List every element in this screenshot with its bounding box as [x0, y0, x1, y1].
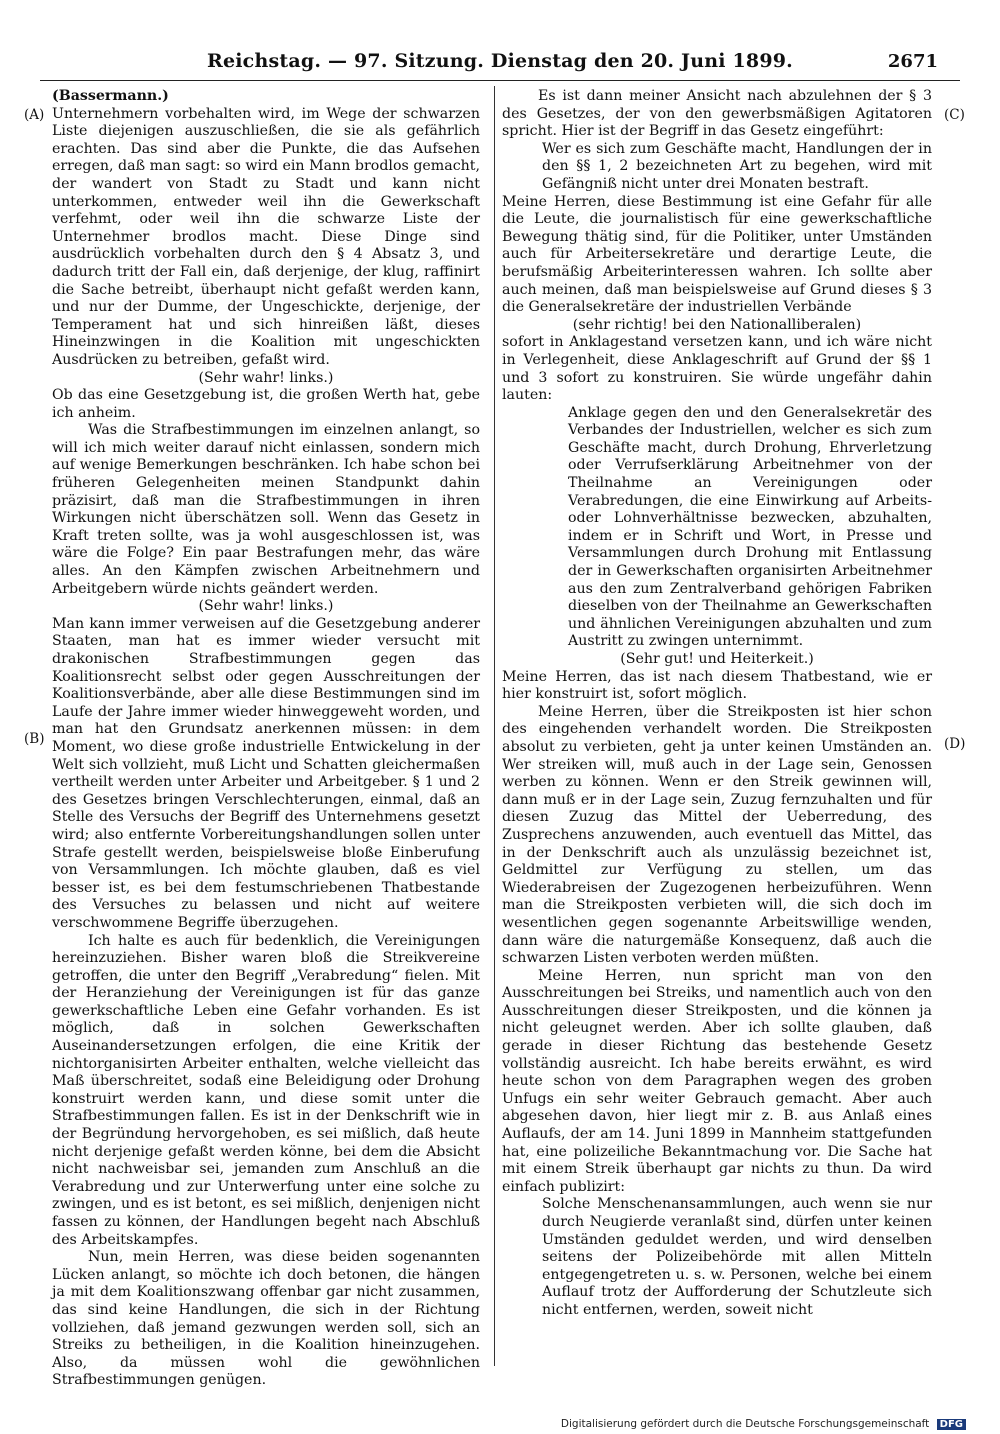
dfg-logo: DFG — [937, 1419, 966, 1430]
margin-marker-b: (B) — [24, 731, 45, 747]
credit-text: Digitalisierung gefördert durch die Deutsche Forschungsgemeinschaft — [560, 1418, 930, 1430]
paragraph: Ob das eine Gesetzgebung ist, die großen Werth hat, gebe ich anheim. — [52, 387, 480, 421]
paragraph: Man kann immer verweisen auf die Gesetzgebung anderer Staaten, man hat es immer wieder versucht mit drakonischen Strafbestimmungen gegen das Koalitionsrecht selbst oder gegen Ausschreitungen der Koalitionsverbände, aber alle diese Bestimmungen sind im Laufe der Jahre immer wieder hinweggeweht worden, und man hat den Grundsatz anerkennen müssen: in dem Moment, wo diese große industrielle Entwickelung in der Welt sich vollzieht, muß Licht und Schatten gleichermaßen vertheilt werden unter Arbeiter und Arbeitgeber. § 1 und 2 des Gesetzes bringen Verschlechterungen, einmal, daß an Stelle des Versuchs der Begriff des Unternehmens gesetzt wird; also entfernte Vorbereitungshandlungen sollen unter Strafe gestellt werden, beispielsweise bloße Einberufung von Versammlungen. Ich möchte glauben, daß es viel besser ist, es bei dem festumschriebenen Thatbestande des Versuches zu belassen und nicht auf weitere verschwommene Begriffe überzugehen. — [52, 615, 480, 931]
right-column — [502, 88, 932, 1320]
paragraph: Meine Herren, diese Bestimmung ist eine Gefahr für alle die Leute, die journalistisch für eine gewerkschaftliche Bewegung thätig sind, für die Politiker, unter Umständen auch für Arbeitersekretäre und derartige Leute, die berufsmäßig Arbeiterinteressen wahren. Ich sollte aber auch meinen, daß man beispielsweise auf Grund dieses § 3 die Generalsekretäre der industriellen Verbände — [502, 193, 932, 316]
quoted-police-notice: Solche Menschenansammlungen, auch wenn sie nur durch Neugierde veranlaßt sind, dürfen unter keinen Umständen geduldet werden, und wird denselben seitens der Polizeibehörde mit allen Mitteln entgegengetreten u. s. w. Personen, welche bei einem Auflauf trotz der Aufforderung der Schutzleute sich nicht entfernen, werden, soweit nicht — [542, 1196, 932, 1318]
paragraph: Es ist dann meiner Ansicht nach abzulehnen der § 3 des Gesetzes, der von den gewerbsmäßigen Agitatoren spricht. Hier ist der Begriff in das Gesetz eingeführt: — [502, 88, 932, 140]
left-column — [52, 88, 480, 1390]
quoted-law-text: Wer es sich zum Geschäfte macht, Handlungen der in den §§ 1, 2 bezeichneten Art zu begehen, wird mit Gefängniß nicht unter drei Monaten bestraft. — [542, 140, 932, 192]
reaction: (sehr richtig! bei den Nationalliberalen) — [572, 316, 862, 333]
margin-marker-d: (D) — [944, 736, 966, 752]
page-header — [0, 50, 1000, 80]
header-rule — [40, 80, 960, 81]
reaction: (Sehr wahr! links.) — [198, 369, 334, 386]
margin-marker-c: (C) — [944, 107, 965, 123]
column-divider — [494, 86, 495, 1366]
paragraph: Nun, mein Herren, was diese beiden sogenannten Lücken anlangt, so möchte ich doch betonen, die hängen ja mit dem Koalitionszwang offenbar gar nicht zusammen, das sind keine Handlungen, die sich in der Richtung vollziehen, daß jemand gezwungen werden soll, sich an Streiks zu betheiligen, in die Koalition hineinzugehen. Also, da müssen wohl die gewöhnlichen Strafbestimmungen genügen. — [52, 1249, 480, 1389]
paragraph: Was die Strafbestimmungen im einzelnen anlangt, so will ich mich weiter darauf nicht einlassen, sondern mich auf wenige Bemerkungen beschränken. Ich habe schon bei früheren Gelegenheiten meinen Standpunkt dahin präzisirt, daß man die Strafbestimmungen in ihren Wirkungen nicht überschätzen soll. Wenn das Gesetz in Kraft treten sollte, was ja wohl ausgeschlossen ist, was wäre die Folge? Ein paar Bestrafungen mehr, das wäre alles. An den Kämpfen zwischen Arbeitnehmern und Arbeitgebern würde nichts geändert werden. — [52, 422, 480, 597]
speaker-name: (Bassermann.) — [52, 88, 169, 104]
paragraph: Meine Herren, über die Streikposten ist hier schon des eingehenden verhandelt worden. Die Streikposten absolut zu verbieten, geht ja unter keinen Umständen an. Wer streiken will, muß auch in der Lage sein, Genossen werben zu können. Wenn er den Streik gewinnen will, dann muß er in der Lage sein, Zuzug fernzuhalten und für diesen Zuzug das Mittel der Ueberredung, des Zusprechens anzuwenden, auch eventuell das Mittel, das in der Denkschrift auch als unzulässig bezeichnet ist, Geldmittel zur Verfügung zu stellen, um das Wiederabreisen der Zugezogenen herbeizuführen. Wenn man die Streikposten verbieten will, die sich doch im wesentlichen gegen sogenannte Arbeitswillige wenden, dann wäre die naturgemäße Konsequenz, daß auch die schwarzen Listen verboten werden müßten. — [502, 703, 932, 967]
paragraph: Unternehmern vorbehalten wird, im Wege der schwarzen Liste diejenigen auszuschließen, die sie als gefährlich erachten. Das sind aber die Punkte, die das Aufsehen erregen, daß man sagt: so wird ein Mann brodlos gemacht, der wandert von Stadt zu Stadt und kann nicht unterkommen, entweder weil ihn die Gewerkschaft verfehmt, oder weil ihn die schwarze Liste der Unternehmer brodlos macht. Diese Dinge sind ausdrücklich vorbehalten durch den § 4 Absatz 3, und dadurch tritt der Fall ein, daß derjenige, der klug, raffinirt die Sache betreibt, überhaupt nicht gefaßt werden kann, und nur der Dumme, der Ungeschickte, derjenige, der Temperament hat und sich hinreißen läßt, dieses Hineinzwingen in die Koalition mit ungeschickten Ausdrücken zu betreiben, gefaßt wird. — [52, 105, 480, 368]
paragraph: Meine Herren, nun spricht man von den Ausschreitungen bei Streiks, und namentlich auch von den Ausschreitungen dieser Streikposten, und die können ja nicht geleugnet werden. Aber ich sollte glauben, daß gerade in dieser Richtung das bestehende Gesetz vollständig ausreicht. Ich habe bereits erwähnt, es wird heute schon von dem Paragraphen wegen des groben Unfugs ein sehr weiter Gebrauch gemacht. Aber auch abgesehen davon, hier liegt mir z. B. aus Anlaß eines Auflaufs, der am 14. Juni 1899 in Mannheim stattgefunden hat, eine polizeiliche Bekanntmachung vor. Die Sache hat mit einem Streik überhaupt gar nichts zu thun. Da wird einfach publizirt: — [502, 967, 932, 1195]
page-number: 2671 — [887, 51, 938, 72]
digitization-credit — [561, 1418, 966, 1430]
reaction: (Sehr gut! und Heiterkeit.) — [620, 651, 814, 667]
reaction: (Sehr wahr! links.) — [198, 598, 334, 615]
paragraph: Ich halte es auch für bedenklich, die Vereinigungen hereinzuziehen. Bisher waren bloß die Streikvereine getroffen, die unter den Begriff „Verabredung“ fielen. Mit der Heranziehung der Vereinigungen ist für das ganze gewerkschaftliche Leben eine Gefahr vorhanden. Es ist möglich, daß in solchen Gewerkschaften Auseinandersetzungen erfolgen, die eine Kritik der nichtorganisirten Arbeiter enthalten, welche vielleicht das Maß überschreitet, sodaß eine Beleidigung oder Drohung konstruirt werden kann, und diese somit unter die Strafbestimmungen fallen. Es ist in der Denkschrift wie in der Begründung hervorgehoben, es sei mißlich, daß heute nicht derjenige gefaßt werden könne, bei dem die Absicht nicht nachweisbar sei, jemanden zum Anschluß an die Verabredung und zur Unterwerfung unter eine solche zu zwingen, und es ist betont, es sei mißlich, denjenigen nicht fassen zu können, der Handlungen begeht nach Abschluß des Arbeitskampfes. — [52, 932, 480, 1248]
paragraph: sofort in Anklagestand versetzen kann, und ich wäre nicht in Verlegenheit, diese Anklageschrift auf Grund der §§ 1 und 3 sofort zu konstruiren. Sie würde ungefähr dahin lauten: — [502, 334, 932, 404]
quoted-indictment: Anklage gegen den und den Generalsekretär des Verbandes der Industriellen, welcher es sich zum Geschäfte macht, durch Drohung, Ehrverletzung oder Verrufserklärung Arbeitnehmer von der Theilnahme an Vereinigungen oder Verabredungen, die eine Einwirkung auf Arbeits- oder Lohnverhältnisse bezwecken, abzuhalten, indem er in Schrift und Wort, in Presse und Versammlungen durch Drohung mit Entlassung der in Gewerkschaften organisirten Arbeitnehmer aus den zum Zentralverband gehörigen Fabriken dieselben von der Theilnahme an Gewerkschaften und ähnlichen Vereinigungen abzuhalten und zum Austritt zu zwingen unternimmt. — [568, 404, 932, 650]
margin-marker-a: (A) — [24, 107, 45, 123]
running-title: Reichstag. — 97. Sitzung. Dienstag den 20. Juni 1899. — [206, 50, 793, 72]
paragraph: Meine Herren, das ist nach diesem Thatbestand, wie er hier konstruirt ist, sofort möglich. — [502, 668, 932, 703]
